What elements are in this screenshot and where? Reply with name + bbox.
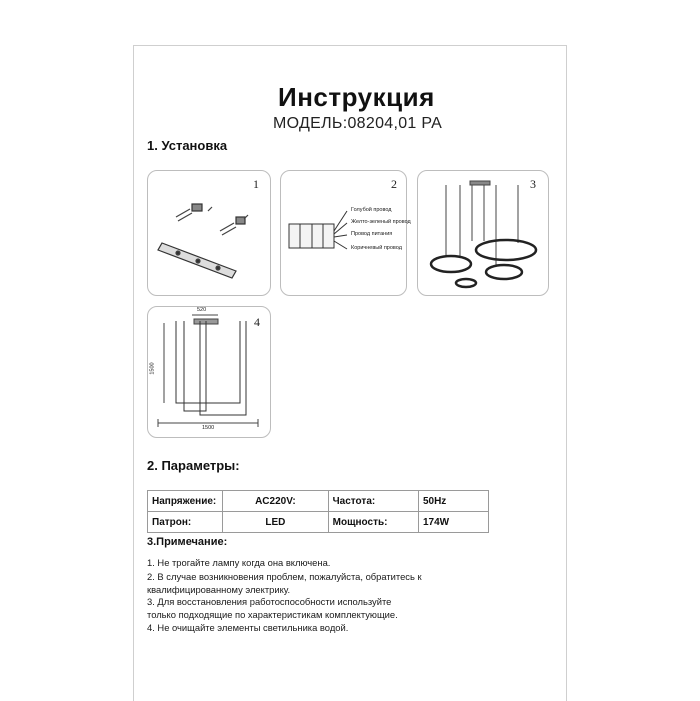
wire-label-brown: Коричневый провод [351,245,402,251]
install-panel-2 [280,170,411,296]
dimension-drawing [148,307,270,437]
document-title: Инструкция [278,82,435,112]
wire-label-blue: Голубой провод [351,207,392,213]
parameters-table [147,490,489,533]
ring-lamp-illustration [418,171,548,295]
dim-left-label: 1500 [149,362,156,375]
dim-top-label: 520 [197,307,207,313]
section-notes-heading: 3.Примечание: [147,536,228,548]
table-row [148,512,489,533]
note-line: 2. В случае возникновения проблем, пожалуйста, обратитесь к [147,571,422,582]
param-label: Напряжение: [148,491,223,512]
note-line: 3. Для восстановления работоспособности используйте [147,596,392,607]
note-line: 1. Не трогайте лампу когда она включена. [147,557,331,568]
model-number: МОДЕЛЬ:08204,01 PA [273,115,443,132]
param-value: LED [223,512,329,533]
note-line: только подходящие по характеристикам комплектующие. [147,609,398,620]
section-params-heading: 2. Параметры: [147,458,240,473]
note-line: квалифицированному электрику. [147,584,291,595]
section-install-heading: 1. Установка [147,138,228,153]
dim-bottom-label: 1500 [202,425,215,431]
panel-1-number: 1 [253,177,259,191]
param-value: AC220V: [223,491,329,512]
param-label: Частота: [328,491,418,512]
install-panel-3 [417,170,549,296]
param-label: Мощность: [328,512,418,533]
wire-label-power: Провод питания [351,231,393,237]
table-row [148,491,489,512]
param-label: Патрон: [148,512,223,533]
mounting-bracket-illustration [148,171,270,295]
install-panel-1 [147,170,271,296]
panel-3-number: 3 [530,177,536,191]
wire-label-yellow-green: Желто-зеленый провод [351,219,411,225]
install-panel-4 [147,306,271,438]
panel-2-number: 2 [391,177,397,191]
param-value: 174W [418,512,488,533]
note-line: 4. Не очищайте элементы светильника водой. [147,622,349,633]
panel-4-number: 4 [254,315,260,329]
param-value: 50Hz [418,491,488,512]
